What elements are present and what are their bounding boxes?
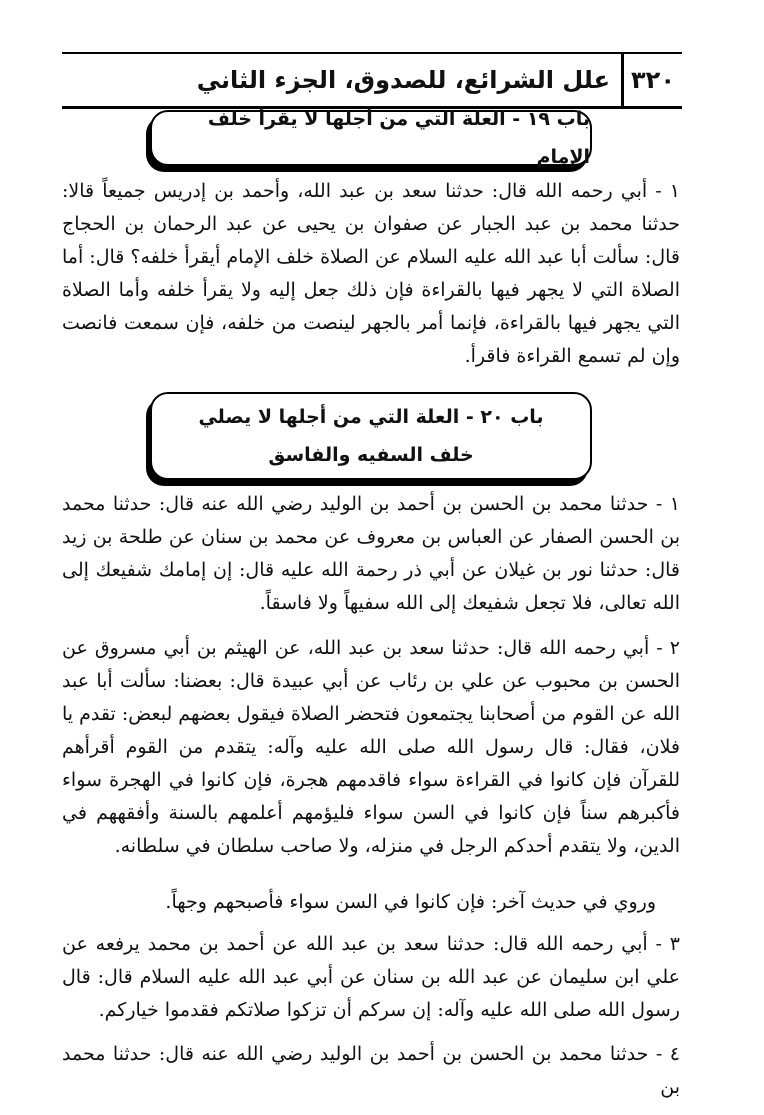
book-title: علل الشرائع، للصدوق، الجزء الثاني <box>196 66 610 94</box>
hadith-paragraph: ٣ - أبي رحمه الله قال: حدثنا سعد بن عبد الله عن أحمد بن محمد يرفعه عن علي ابن سليمان عن عبد الله بن سنان عن أبي عبد الله عليه السلام قال: قال رسول الله صلى الله عليه وآله: إن سركم أن تزكوا صلاتكم فقدموا خياركم. <box>62 933 680 1021</box>
hadith-paragraph: ١ - حدثنا محمد بن الحسن بن أحمد بن الوليد رضي الله عنه قال: حدثنا محمد بن الحسن الصفار عن العباس بن معروف عن محمد بن سنان عن طلحة بن زيد قال: حدثنا نور بن غيلان عن أبي ذر رحمة الله عليه قال: إن إمامك شفيعك إلى الله تعالى، فلا تجعل شفيعك إلى الله سفيهاً ولا فاسقاً. <box>62 493 680 614</box>
chapter-heading-text: باب ١٩ - العلة التي من أجلها لا يقرأ خلف الإمام <box>207 108 590 168</box>
chapter-heading-20 <box>150 392 592 480</box>
hadith-paragraph: ٤ - حدثنا محمد بن الحسن بن أحمد بن الوليد رضي الله عنه قال: حدثنا محمد بن <box>62 1043 680 1098</box>
chapter-heading-line-1: باب ٢٠ - العلة التي من أجلها لا يصلي <box>198 406 544 428</box>
narration-note: وروي في حديث آخر: فإن كانوا في السن سواء فأصبحهم وجهاً. <box>165 891 656 913</box>
hadith-paragraph: ٢ - أبي رحمه الله قال: حدثنا سعد بن عبد الله، عن الهيثم بن أبي مسروق عن الحسن بن محبوب عن علي بن رئاب عن أبي عبيدة قال: بعضنا: سألت أبا عبد الله عن القوم من أصحابنا يجتمعون فتحضر الصلاة فيقول بعضهم لبعض: تقدم يا فلان، فقال: قال رسول الله صلى الله عليه وآله: يتقدم من القوم أقرأهم للقرآن فإن كانوا في القراءة سواء فاقدمهم هجرة، فإن كانوا في الهجرة سواء فأكبرهم سناً فإن كانوا في السن سواء فليؤمهم أعلمهم بالسنة وأفقههم في الدين، ولا يتقدم أحدكم الرجل في منزله، ولا صاحب سلطان في سلطانه. <box>62 637 680 857</box>
chapter-heading-line-2: خلف السفيه والفاسق <box>268 444 474 466</box>
page-number: ٣٢٠ <box>621 54 682 106</box>
hadith-paragraph: ١ - أبي رحمه الله قال: حدثنا سعد بن عبد الله، وأحمد بن إدريس جميعاً قالا: حدثنا محمد بن عبد الجبار عن صفوان بن يحيى عن عبد الرحمان بن الحجاج قال: سألت أبا عبد الله عليه السلام عن الصلاة خلف الإمام أيقرأ خلفه؟ قال: أما الصلاة التي لا يجهر فيها بالقراءة فإن ذلك جعل إليه ولا يقرأ خلفه وأما الصلاة التي يجهر فيها بالقراءة، فإنما أمر بالجهر لينصت من خلفه، فإن سمعت فانصت وإن لم تسمع القراءة فاقرأ. <box>62 180 680 367</box>
chapter-heading-19 <box>150 110 592 166</box>
